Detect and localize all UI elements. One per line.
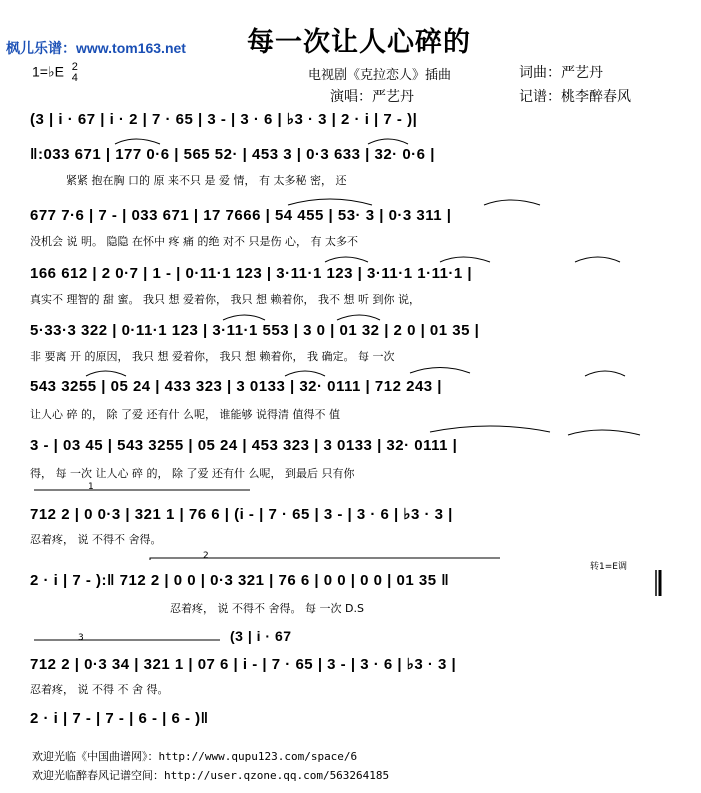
- system-5-notes: 5·33·3 322 | 0·11·1 123 | 3·11·1 553 | 3 0 | 01 32 | 2 0 | 01 35 |: [30, 322, 480, 339]
- system-3-lyrics: 没机会 说 明。 隐隐 在怀中 疼 痛 的绝 对不 只是伤 心， 有 太多不: [30, 235, 358, 248]
- system-6-lyrics: 让人心 碎 的， 除 了爱 还有什 么呢， 谁能够 说得清 值得不 值: [30, 408, 340, 421]
- system-2-notes: ‖:033 671 | 177 0·6 | 565 52· | 453 3 | 0·3 633 | 32· 0·6 |: [30, 146, 435, 163]
- system-3-notes: 677 7·6 | 7 - | 033 671 | 17 7666 | 54 455 | 53· 3 | 0·3 311 |: [30, 207, 452, 224]
- system-7-lyrics: 得， 每 一次 让人心 碎 的， 除 了爱 还有什 么呢， 到最后 只有你: [30, 467, 355, 480]
- system-4-notes: 166 612 | 2 0·7 | 1 - | 0·11·1 123 | 3·11·1 123 | 3·11·1 1·11·1 |: [30, 265, 473, 282]
- system-9-lyrics: 忍着疼， 说 不得不 舍得。 每 一次 D.S: [170, 602, 364, 615]
- lyricist-composer: 词曲：严艺丹: [519, 65, 603, 81]
- system-2-lyrics: 紧紧 抱在胸 口的 原 来不只 是 爱 情， 有 太多秘 密， 还: [66, 174, 347, 187]
- system-1-notes: (3 | i · 67 | i · 2 | 7 · 65 | 3 - | 3 · 6 | ♭3 · 3 | 2 · i | 7 - )|: [30, 111, 418, 128]
- transcriber: 记谱：桃李醉春风: [519, 89, 631, 105]
- system-6-notes: 543 3255 | 05 24 | 433 323 | 3 0133 | 32· 0111 | 712 243 |: [30, 378, 443, 395]
- brand-watermark[interactable]: 枫儿乐谱：www.tom163.net: [6, 40, 186, 56]
- system-8-notes: 712 2 | 0 0·3 | 321 1 | 76 6 | (i - | 7 · 65 | 3 - | 3 · 6 | ♭3 · 3 |: [30, 506, 453, 523]
- key-label: 1=♭E: [32, 63, 64, 80]
- time-bottom: 4: [71, 72, 78, 84]
- singer: 演唱：严艺丹: [330, 89, 414, 105]
- song-title: 每一次让人心碎的: [247, 27, 471, 58]
- system-8-lyrics: 忍着疼， 说 不得不 舍得。: [30, 533, 162, 546]
- time-top: 2: [71, 61, 78, 73]
- system-10-lyrics: 忍着疼， 说 不得 不 舍 得。: [30, 683, 169, 696]
- system-10-prelude: (3 | i · 67: [230, 628, 292, 644]
- system-11-notes: 2 · i | 7 - | 7 - | 6 - | 6 - )‖: [30, 710, 209, 727]
- footer-line-2[interactable]: 欢迎光临醉春风记谱空间：http://user.qzone.qq.com/563264185: [32, 769, 390, 782]
- system-9-notes: 2 · i | 7 - ):‖ 712 2 | 0 0 | 0·3 321 | 76 6 | 0 0 | 0 0 | 01 35 ‖: [30, 572, 450, 589]
- volta-1-label: 1: [88, 482, 94, 492]
- system-4-lyrics: 真实不 理智的 甜 蜜。 我只 想 爱着你， 我只 想 赖着你， 我不 想 听 到你 说，: [30, 293, 420, 306]
- volta-3-label: 3: [78, 633, 84, 643]
- footer-line-1[interactable]: 欢迎光临《中国曲谱网》：http://www.qupu123.com/space/6: [32, 750, 358, 763]
- volta-2-label: 2: [203, 551, 209, 561]
- system-7-notes: 3 - | 03 45 | 543 3255 | 05 24 | 453 323 | 3 0133 | 32· 0111 |: [30, 437, 458, 454]
- system-5-lyrics: 非 要离 开 的原因， 我只 想 爱着你， 我只 想 赖着你， 我 确定。 每 一次: [30, 350, 395, 363]
- modulation-label: 转1=E调: [590, 562, 627, 572]
- system-10-notes: 712 2 | 0·3 34 | 321 1 | 07 6 | i - | 7 · 65 | 3 - | 3 · 6 | ♭3 · 3 |: [30, 656, 457, 673]
- subtitle: 电视剧《克拉恋人》插曲: [308, 68, 452, 83]
